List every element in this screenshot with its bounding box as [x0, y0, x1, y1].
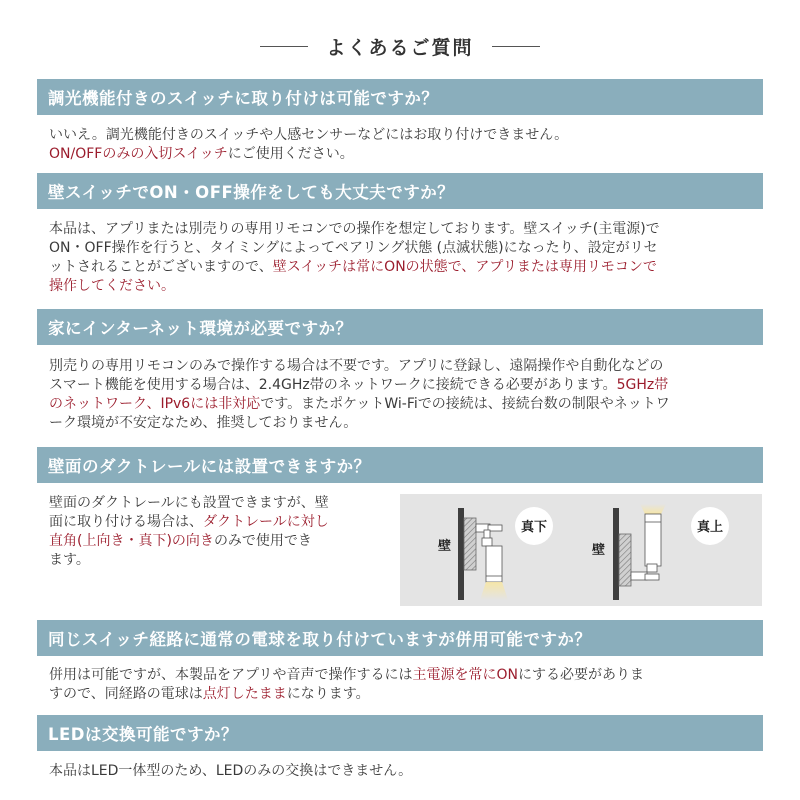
- faq-question-2: 壁スイッチでON・OFF操作をしても大丈夫ですか？: [37, 173, 763, 209]
- faq-answer-3: [49, 357, 670, 433]
- answer-line: [49, 414, 670, 433]
- faq-answer-1: [49, 126, 568, 164]
- answer-line: [49, 513, 329, 532]
- answer-text: いいえ。調光機能付きのスイッチや人感センサーなどにはお取り付けできません。: [49, 127, 569, 143]
- answer-line: [49, 126, 568, 145]
- faq-question-4: 壁面のダクトレールには設置できますか？: [37, 447, 763, 483]
- answer-text: すので、同経路の電球は: [49, 686, 203, 702]
- page-title-text: よくあるご質問: [326, 36, 474, 59]
- answer-line: [49, 145, 568, 164]
- highlighted-text: 点灯したまま: [202, 686, 287, 702]
- duct-rail-left: [464, 518, 476, 570]
- answer-text: にご使用ください。: [227, 146, 354, 162]
- wall-right: [613, 508, 619, 600]
- highlighted-text: 主電源を常にON: [412, 667, 518, 683]
- answer-line: [49, 258, 660, 277]
- faq-question-5: 同じスイッチ経路に通常の電球を取り付けていますが併用可能ですか？: [37, 620, 763, 656]
- answer-line: [49, 277, 660, 296]
- faq-question-6: LEDは交換可能ですか？: [37, 715, 763, 751]
- answer-text: 併用は可能ですが、本製品をアプリや音声で操作するには: [49, 667, 413, 683]
- answer-text: にする必要がありま: [517, 667, 644, 683]
- title-rule-left: [260, 46, 308, 47]
- downlight-illustration: [438, 507, 553, 600]
- uplight-illustration: [592, 504, 729, 600]
- answer-text: 面に取り付ける場合は、: [49, 514, 203, 530]
- answer-text: ON・OFF操作を行うと、タイミングによってペアリング状態 (点滅状態)になったり、設定がリセ: [49, 240, 658, 256]
- answer-text: ーク環境が不安定なため、推奨しておりません。: [49, 415, 358, 431]
- answer-line: [49, 357, 670, 376]
- badge-down-label: 真下: [520, 520, 548, 535]
- highlighted-text: ダクトレールに対し: [203, 514, 329, 530]
- wall-left: [458, 508, 464, 600]
- light-beam-down: [480, 582, 508, 600]
- answer-text: のみで使用でき: [213, 533, 312, 549]
- answer-line: [49, 395, 670, 414]
- wall-label-right: 壁: [592, 543, 606, 558]
- faq-answer-2: [49, 220, 660, 296]
- highlighted-text: 操作してください。: [49, 278, 175, 294]
- faq-question-3: 家にインターネット環境が必要ですか？: [37, 309, 763, 345]
- duct-rail-right: [619, 534, 631, 586]
- answer-line: [49, 220, 660, 239]
- wall-label-left: 壁: [438, 539, 452, 554]
- mounting-diagram: [400, 494, 762, 606]
- title-rule-right: [492, 46, 540, 47]
- answer-line: [49, 762, 412, 781]
- highlighted-text: のネットワーク、IPv6には非対応: [49, 396, 261, 412]
- answer-text: 本品はLED一体型のため、LEDのみの交換はできません。: [49, 763, 413, 779]
- light-beam-up: [640, 504, 666, 514]
- faq-answer-6: [49, 762, 412, 781]
- answer-text: ます。: [49, 552, 90, 568]
- highlighted-text: ON/OFFのみの入切スイッチ: [49, 146, 228, 162]
- answer-text: スマート機能を使用する場合は、2.4GHz帯のネットワークに接続できる必要があります。: [49, 377, 617, 393]
- faq-answer-4: [49, 494, 329, 570]
- answer-line: [49, 376, 670, 395]
- badge-up-label: 真上: [696, 520, 724, 535]
- answer-line: [49, 494, 329, 513]
- highlighted-text: 壁スイッチは常にONの状態で、アプリまたは専用リモコンで: [272, 259, 657, 275]
- answer-line: [49, 685, 644, 704]
- answer-text: です。またポケットWi-Fiでの接続は、接続台数の制限やネットワ: [260, 396, 670, 412]
- answer-line: [49, 532, 329, 551]
- answer-line: [49, 666, 644, 685]
- answer-text: になります。: [286, 686, 370, 702]
- highlighted-text: 5GHz帯: [616, 377, 669, 393]
- faq-answer-5: [49, 666, 644, 704]
- answer-text: 壁面のダクトレールにも設置できますが、壁: [49, 495, 329, 511]
- highlighted-text: 直角(上向き・真下)の向き: [49, 533, 214, 549]
- answer-text: ットされることがございますので、: [49, 259, 273, 275]
- answer-text: 別売りの専用リモコンのみで操作する場合は不要です。アプリに登録し、遠隔操作や自動化などの: [49, 358, 664, 374]
- mounting-diagram-svg: [400, 494, 762, 606]
- faq-question-1: 調光機能付きのスイッチに取り付けは可能ですか？: [37, 79, 763, 115]
- page-title: [0, 30, 800, 62]
- answer-line: [49, 551, 329, 570]
- spotlight-body-left: [486, 546, 502, 582]
- answer-line: [49, 239, 660, 258]
- answer-text: 本品は、アプリまたは別売りの専用リモコンでの操作を想定しております。壁スイッチ(主電源)で: [49, 221, 660, 237]
